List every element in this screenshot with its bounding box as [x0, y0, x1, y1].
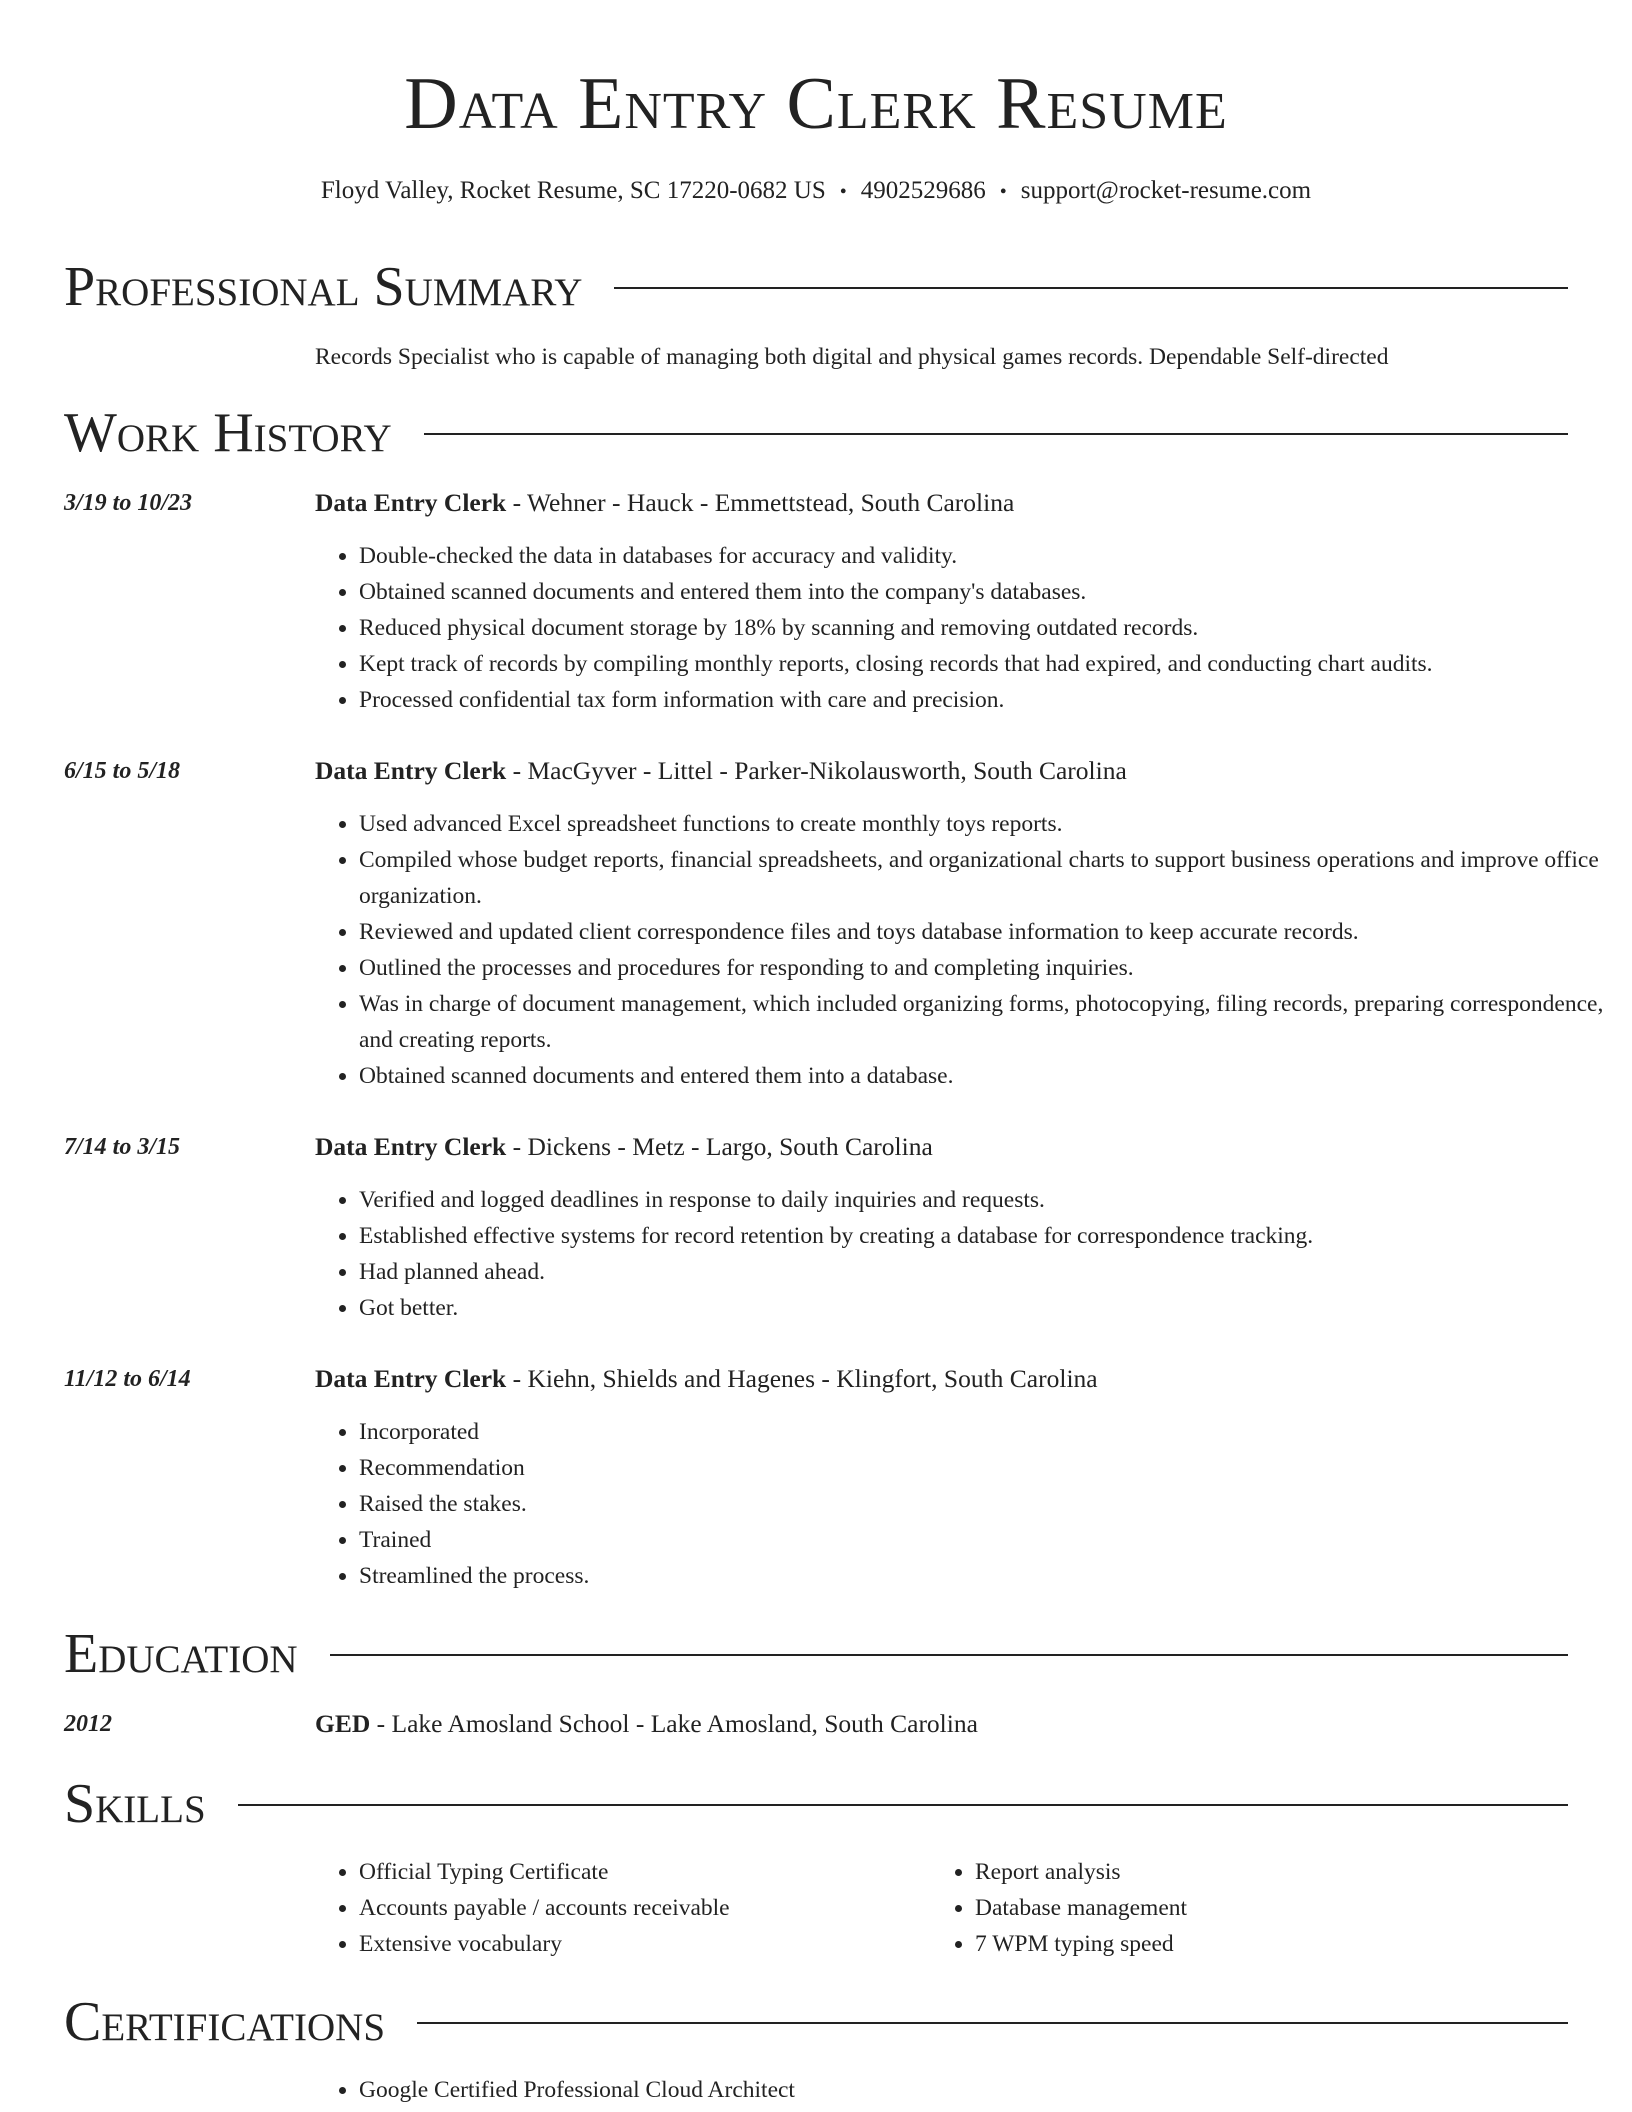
education-year: 2012 — [64, 1711, 112, 1737]
job-bullets — [315, 1182, 1621, 1326]
job-bullets — [315, 806, 1621, 1094]
section-title: Work History — [64, 402, 392, 464]
job-employer: - Dickens - Metz - Largo, South Carolina — [506, 1132, 933, 1161]
list-item: • Raised the stakes. — [359, 1486, 1621, 1522]
certification-item: • Google Certified Professional Cloud Architect — [359, 2072, 795, 2108]
list-item: • Verified and logged deadlines in response to daily inquiries and requests. — [359, 1182, 1621, 1218]
section-title: Certifications — [64, 1991, 386, 2053]
list-item: • Streamlined the process. — [359, 1558, 1621, 1594]
skill-item: • Database management — [975, 1890, 1187, 1926]
skills-list-left — [315, 1854, 730, 1962]
contact-address: Floyd Valley, Rocket Resume, SC 17220-0682 US — [320, 177, 826, 204]
list-item: • Obtained scanned documents and entered them into a database. — [359, 1058, 1621, 1094]
section-divider — [238, 1804, 1568, 1806]
skill-item: • 7 WPM typing speed — [975, 1926, 1187, 1962]
job-dates: 7/14 to 3/15 — [64, 1134, 181, 1160]
section-title: Skills — [64, 1773, 206, 1835]
list-item: • Trained — [359, 1522, 1621, 1558]
section-title: Professional Summary — [64, 256, 583, 318]
contact-separator: • — [999, 181, 1007, 203]
job-employer: - Kiehn, Shields and Hagenes - Klingfort, South Carolina — [506, 1364, 1098, 1393]
job-role: Data Entry Clerk — [315, 1132, 507, 1161]
list-item: • Was in charge of document management, which included organizing forms, photocopying, filing records, preparing correspondence, and creating reports. — [359, 986, 1621, 1058]
list-item: • Got better. — [359, 1290, 1621, 1326]
job-title-line — [315, 755, 1127, 787]
certifications-list — [315, 2072, 795, 2108]
resume-title: Data Entry Clerk Resume — [404, 63, 1228, 145]
job-employer: - Wehner - Hauck - Emmettstead, South Carolina — [506, 488, 1015, 517]
education-degree: GED — [315, 1709, 371, 1738]
job-role: Data Entry Clerk — [315, 488, 507, 517]
job-title-line — [315, 487, 1014, 519]
skills-list-right — [931, 1854, 1187, 1962]
list-item: • Recommendation — [359, 1450, 1621, 1486]
list-item: • Kept track of records by compiling monthly reports, closing records that had expired, and conducting chart audits. — [359, 646, 1621, 682]
list-item: • Double-checked the data in databases for accuracy and validity. — [359, 538, 1621, 574]
contact-separator: • — [839, 181, 847, 203]
list-item: • Processed confidential tax form information with care and precision. — [359, 682, 1621, 718]
skill-item: • Accounts payable / accounts receivable — [359, 1890, 730, 1926]
education-school: - Lake Amosland School - Lake Amosland, South Carolina — [370, 1709, 978, 1738]
summary-text: Records Specialist who is capable of managing both digital and physical games records. Dependable Self-directed — [315, 344, 1389, 370]
contact-phone[interactable]: 4902529686 — [860, 177, 986, 204]
list-item: • Compiled whose budget reports, financial spreadsheets, and organizational charts to support business operations and improve office organization. — [359, 842, 1621, 914]
list-item: • Reduced physical document storage by 18% by scanning and removing outdated records. — [359, 610, 1621, 646]
contact-line — [0, 175, 1632, 208]
job-employer: - MacGyver - Littel - Parker-Nikolausworth, South Carolina — [506, 756, 1127, 785]
list-item: • Obtained scanned documents and entered them into the company's databases. — [359, 574, 1621, 610]
list-item: • Had planned ahead. — [359, 1254, 1621, 1290]
job-bullets — [315, 538, 1621, 718]
section-divider — [330, 1654, 1568, 1656]
list-item: • Outlined the processes and procedures for responding to and completing inquiries. — [359, 950, 1621, 986]
job-dates: 11/12 to 6/14 — [64, 1366, 191, 1392]
list-item: • Established effective systems for record retention by creating a database for correspondence tracking. — [359, 1218, 1621, 1254]
list-item: • Used advanced Excel spreadsheet functions to create monthly toys reports. — [359, 806, 1621, 842]
list-item: • Incorporated — [359, 1414, 1621, 1450]
job-role: Data Entry Clerk — [315, 1364, 507, 1393]
skill-item: • Report analysis — [975, 1854, 1187, 1890]
section-header-certifications — [64, 1990, 1568, 2054]
contact-email[interactable]: support@rocket-resume.com — [1020, 177, 1312, 204]
section-header-summary — [64, 255, 1568, 319]
job-title-line — [315, 1363, 1098, 1395]
section-header-education — [64, 1622, 1568, 1686]
section-divider — [417, 2022, 1568, 2024]
section-divider — [424, 433, 1568, 435]
job-dates: 3/19 to 10/23 — [64, 490, 193, 516]
job-dates: 6/15 to 5/18 — [64, 758, 181, 784]
skill-item: • Extensive vocabulary — [359, 1926, 730, 1962]
job-title-line — [315, 1131, 933, 1163]
section-header-skills — [64, 1772, 1568, 1836]
list-item: • Reviewed and updated client correspondence files and toys database information to keep accurate records. — [359, 914, 1621, 950]
job-role: Data Entry Clerk — [315, 756, 507, 785]
skill-item: • Official Typing Certificate — [359, 1854, 730, 1890]
section-divider — [614, 287, 1568, 289]
job-bullets — [315, 1414, 1621, 1594]
section-title: Education — [64, 1623, 298, 1685]
education-line — [315, 1708, 978, 1740]
section-header-work-history — [64, 401, 1568, 465]
